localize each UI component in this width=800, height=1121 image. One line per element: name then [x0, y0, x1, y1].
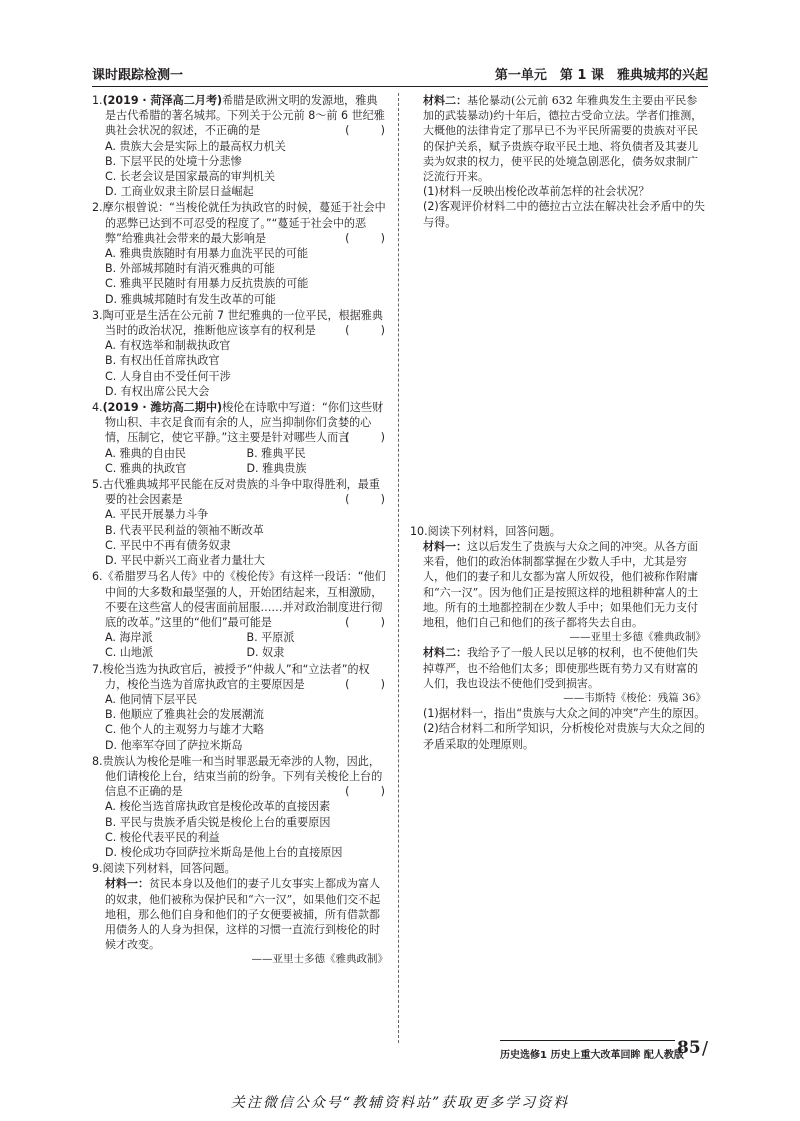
question-stem: 阅读下列材料，回答问题。	[102, 862, 236, 876]
question-number: 8.	[92, 754, 103, 768]
question-9	[92, 861, 388, 967]
page-header	[92, 62, 708, 87]
answer-space[interactable]	[410, 230, 706, 524]
question-number: 6.	[92, 570, 103, 584]
question-number: 7.	[92, 662, 103, 676]
footer-book-title: 历史选修1 历史上重大改革回眸 配人教版	[500, 1050, 684, 1061]
question-8	[92, 754, 388, 860]
answer-blank[interactable]: ( )	[345, 615, 388, 629]
material-citation: ——亚里士多德《雅典政制》	[569, 631, 706, 644]
footer-rule	[500, 1040, 675, 1041]
material-label: 材料二：	[423, 646, 467, 660]
material-label: 材料一：	[105, 877, 149, 891]
question-2	[92, 200, 388, 306]
option-b[interactable]: B. 平原派	[246, 631, 295, 645]
options	[92, 246, 388, 307]
question-number: 5.	[92, 478, 103, 492]
question-stem: 陶可亚是生活在公元前 7 世纪雅典的一位平民，根据雅典当时的政治状况，推断他应该享有的权利是	[102, 308, 383, 338]
option-c[interactable]: C. 平民中不再有债务奴隶	[105, 538, 231, 552]
question-5	[92, 477, 388, 568]
answer-blank[interactable]: ( )	[345, 677, 388, 691]
option-d[interactable]: D. 工商业奴隶主阶层日益崛起	[105, 185, 254, 199]
option-a[interactable]: A. 雅典的自由民	[105, 446, 187, 460]
option-c[interactable]: C. 雅典平民随时有用暴力反抗贵族的可能	[105, 277, 309, 291]
option-d[interactable]: D. 平民中新兴工商业者力量壮大	[105, 554, 265, 568]
option-a[interactable]: A. 海岸派	[105, 631, 153, 645]
question-stem: 梭伦当选为执政官后，被授予“仲裁人”和“立法者”的权力，梭伦当选为首席执政官的主要原因是	[102, 662, 370, 691]
question-number: 4.	[92, 401, 103, 415]
header-title-right: 第一单元 第 1 课 雅典城邦的兴起	[494, 68, 708, 83]
question-stem: 《希腊罗马名人传》中的《梭伦传》有这样一段话：“他们中间的大多数和最坚强的人，开始团结起来，互相激励，不要在这些富人的侵害面前屈服……并对政治制度进行彻底的改革。”这里的“他们”最可能是	[102, 570, 386, 629]
option-d[interactable]: D. 有权出席公民大会	[105, 384, 210, 398]
material-label: 材料一：	[423, 540, 467, 554]
options	[92, 692, 388, 753]
option-d[interactable]: D. 他率军夺回了萨拉米斯岛	[105, 738, 243, 752]
material-2	[410, 645, 706, 691]
question-10	[410, 524, 706, 752]
question-9-continued	[410, 93, 706, 230]
material-text: 我给予了一般人民以足够的权利，也不使他们失掉尊严，也不给他们太多；即使那些既有势力又有财富的人们，我也设法不使他们受到损害。	[423, 646, 698, 690]
option-b[interactable]: B. 雅典平民	[246, 446, 306, 460]
material-2	[410, 93, 706, 184]
question-stem: 摩尔根曾说：“当梭伦就任为执政官的时候，蔓延于社会中的恶弊已达到不可忍受的程度了。”“蔓延于社会中的恶弊”给雅典社会带来的最大影响是	[102, 201, 386, 245]
question-stem: 希腊是欧洲文明的发源地，雅典是古代希腊的著名城邦。下列关于公元前 8～前 6 世纪雅典社会状况的叙述，不正确的是	[105, 94, 385, 138]
material-label: 材料二：	[423, 94, 467, 107]
options	[92, 799, 388, 860]
option-b[interactable]: B. 他顺应了雅典社会的发展潮流	[105, 708, 264, 722]
question-stem: 阅读下列材料，回答问题。	[427, 524, 561, 538]
page-number: 85	[677, 1038, 701, 1058]
material-citation: ——亚里士多德《雅典政制》	[251, 953, 388, 966]
multiple-choice-list	[92, 93, 388, 860]
options	[92, 139, 388, 200]
material-citation: ——韦斯特《梭伦：残篇 36》	[563, 692, 706, 705]
question-number: 1.	[92, 94, 103, 107]
left-column	[92, 93, 388, 969]
option-c[interactable]: C. 山地派	[105, 646, 154, 660]
option-c[interactable]: C. 他个人的主观努力与雄才大略	[105, 723, 265, 737]
answer-blank[interactable]: ( )	[345, 124, 388, 138]
option-c[interactable]: C. 梭伦代表平民的利益	[105, 830, 220, 844]
option-a[interactable]: A. 梭伦当选首席执政官是梭伦改革的直接因素	[105, 800, 331, 814]
header-title-left: 课时跟踪检测一	[92, 68, 184, 83]
material-text: 基伦暴动(公元前 632 年雅典发生主要由平民参加的武装暴动)约十年后，德拉古受命立法。学者们推测，大概他的法律肯定了那早已不为平民所需要的贵族对平民的保护关系，赋予贵族夺取平民土地、将负债者及其妻儿卖为奴隶的权力，使平民的处境急剧恶化，债务奴隶制广泛流行开来。	[423, 94, 703, 184]
option-d[interactable]: D. 奴隶	[246, 646, 285, 660]
material-1	[92, 876, 388, 952]
question-stem: 贵族认为梭伦是唯一和当时罪恶最无牵涉的人物，因此，他们请梭伦上台，结束当前的纷争。下列有关梭伦上台的信息不正确的是	[102, 754, 383, 799]
page-slash: /	[702, 1038, 709, 1059]
question-source: (2019 · 潍坊高二期中)	[102, 401, 223, 415]
sub-question-1: (1)据材料一，指出“贵族与大众之间的冲突”产生的原因。	[423, 707, 706, 721]
option-c[interactable]: C. 人身自由不受任何干涉	[105, 369, 231, 383]
question-number: 9.	[92, 862, 103, 876]
question-number: 2.	[92, 201, 103, 215]
answer-blank[interactable]: ( )	[345, 324, 388, 338]
material-text: 这以后发生了贵族与大众之间的冲突。从各方面来看，他们的政治体制都掌握在少数人手中，尤其是穷人，他们的妻子和儿女都为富人所奴役，他们被称作附庸和“六一汉”。因为他们正是按照这样的地租耕种富人的土地。所有的土地都控制在少数人手中；如果他们无力支付地租，他们自己和他们的孩子都将失去自由。	[423, 540, 699, 630]
column-divider	[398, 93, 399, 1043]
options	[92, 630, 388, 660]
option-b[interactable]: B. 代表平民利益的领袖不断改革	[105, 523, 264, 537]
option-b[interactable]: B. 外部城邦随时有消灭雅典的可能	[105, 262, 275, 276]
option-c[interactable]: C. 雅典的执政官	[105, 461, 187, 475]
option-d[interactable]: D. 雅典城邦随时有发生改革的可能	[105, 292, 276, 306]
option-d[interactable]: D. 雅典贵族	[246, 461, 307, 475]
sub-question-2: (2)客观评价材料二中的德拉古立法在解决社会矛盾中的失与得。	[423, 200, 705, 229]
right-column	[410, 93, 706, 753]
sub-question-2: (2)结合材料二和所学知识，分析梭伦对贵族与大众之间的矛盾采取的处理原则。	[423, 722, 705, 751]
answer-blank[interactable]: ( )	[345, 231, 388, 245]
page-footer	[500, 1040, 710, 1062]
option-d[interactable]: D. 梭伦成功夺回萨拉米斯岛是他上台的直接原因	[105, 845, 343, 859]
option-b[interactable]: B. 下层平民的处境十分悲惨	[105, 154, 242, 168]
options	[92, 338, 388, 399]
question-source: (2019 · 菏泽高二月考)	[102, 94, 223, 107]
question-1	[92, 93, 388, 199]
option-a[interactable]: A. 雅典贵族随时有用暴力血洗平民的可能	[105, 247, 309, 261]
question-number: 3.	[92, 308, 103, 322]
question-number: 10.	[410, 524, 428, 538]
options	[92, 507, 388, 568]
answer-blank[interactable]: ( )	[345, 431, 388, 445]
options	[92, 446, 388, 476]
question-4	[92, 400, 388, 476]
sub-question-1: (1)材料一反映出梭伦改革前怎样的社会状况？	[423, 185, 650, 199]
material-text: 贫民本身以及他们的妻子儿女事实上都成为富人的奴隶，他们被称为保护民和“六一汉”，如果他们交不起地租，那么他们自身和他们的子女便要被捕，所有借款都用债务人的人身为担保，这样的习惯一直流行到梭伦的时候才改变。	[105, 877, 381, 952]
option-a[interactable]: A. 有权选举和制裁执政官	[105, 339, 231, 353]
option-c[interactable]: C. 长老会议是国家最高的审判机关	[105, 170, 276, 184]
material-1	[410, 539, 706, 630]
option-a[interactable]: A. 贵族大会是实际上的最高权力机关	[105, 139, 286, 153]
option-b[interactable]: B. 平民与贵族矛盾尖锐是梭伦上台的重要原因	[105, 815, 331, 829]
question-stem: 梭伦在诗歌中写道：“你们这些财物山积、丰衣足食而有余的人，应当抑制你们贪婪的心情，压制它，使它平静。”这主要是针对哪些人而言	[105, 401, 384, 445]
question-stem: 古代雅典城邦平民能在反对贵族的斗争中取得胜利，最重要的社会因素是	[102, 478, 380, 507]
question-3	[92, 308, 388, 399]
question-6	[92, 569, 388, 660]
question-7	[92, 662, 388, 753]
answer-blank[interactable]: ( )	[345, 785, 388, 799]
option-b[interactable]: B. 有权出任首席执政官	[105, 354, 220, 368]
answer-blank[interactable]: ( )	[345, 493, 388, 507]
option-a[interactable]: A. 他同情下层平民	[105, 692, 198, 706]
option-a[interactable]: A. 平民开展暴力斗争	[105, 508, 209, 522]
watermark-text: 关注微信公众号“教辅资料站”获取更多学习资料	[230, 1095, 570, 1111]
